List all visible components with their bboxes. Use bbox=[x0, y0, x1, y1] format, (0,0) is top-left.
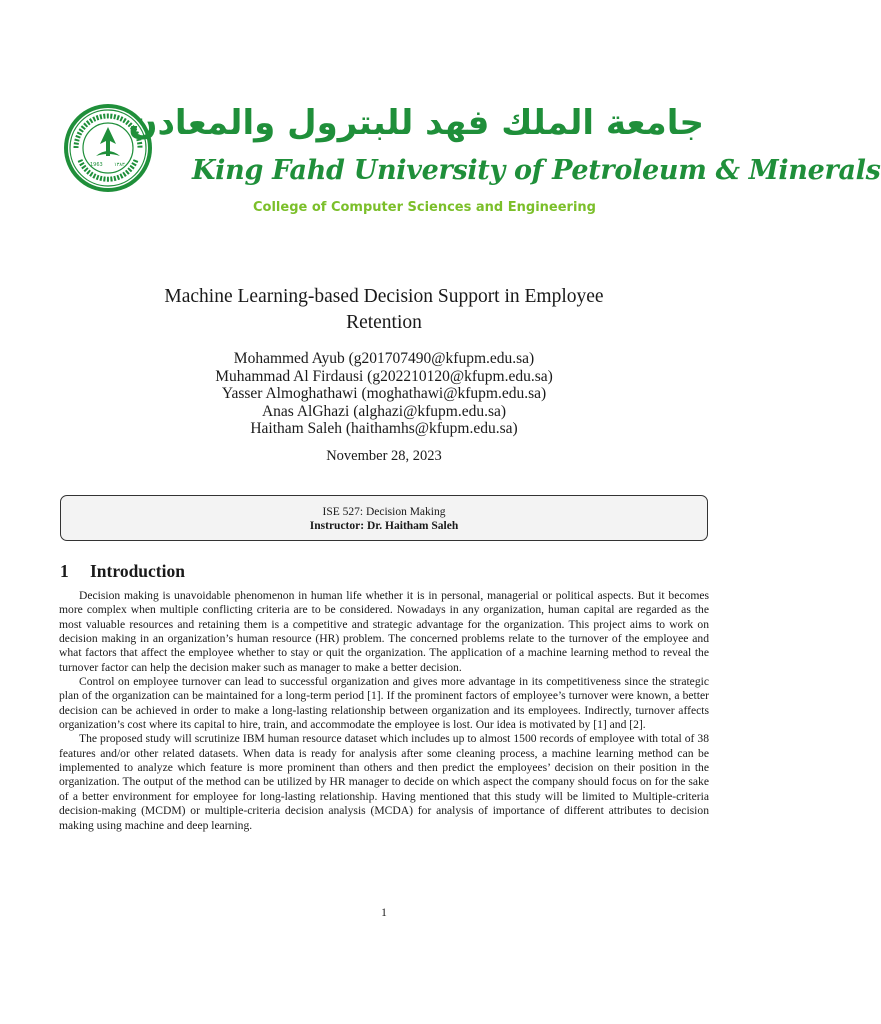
paragraph: The proposed study will scrutinize IBM human resource dataset which includes up to almost 1500 records of employee with total of 38 features and/or other related datasets. When data is ready for analysis after some cleaning process, a machine learning method can be implemented to analyze which feature is more prominent than others and then predict the employees’ decision on their position in the organization. The output of the method can be utilized by HR manager to decide on which aspect the company should focus on for the sake of a better environment for employee for long-lasting relationship. Having mentioned that this study will be limited to Multiple-criteria decision-making (MCDM) or multiple-criteria decision analysis (MCDA) for analysis of importance of different attributes to decision making using machine and deep learning. bbox=[59, 732, 709, 832]
university-name-english: King Fahd University of Petroleum & Minerals bbox=[192, 155, 881, 186]
university-name-arabic: جامعة الملك فهد للبترول والمعادن bbox=[128, 103, 704, 143]
seal-year-left: 1963 bbox=[90, 162, 103, 168]
paper-title bbox=[60, 284, 708, 336]
paper-title-line-2: Retention bbox=[346, 312, 422, 333]
author-list bbox=[60, 350, 708, 438]
instructor-name: Instructor: Dr. Haitham Saleh bbox=[309, 520, 459, 532]
author-item: Anas AlGhazi (alghazi@kfupm.edu.sa) bbox=[261, 402, 507, 420]
paper-date: November 28, 2023 bbox=[326, 448, 442, 464]
university-header bbox=[60, 100, 881, 220]
section-number: 1 bbox=[60, 561, 69, 581]
seal-year-right: ١٣٨٣ bbox=[114, 162, 125, 168]
course-info-box bbox=[60, 495, 708, 541]
paper-title-line-1: Machine Learning-based Decision Support in Employee bbox=[164, 286, 604, 307]
paragraph: Decision making is unavoidable phenomenon in human life whether it is in personal, managerial or political aspects. But it becomes more complex when multiple conflicting criteria are to be considered. Nowadays in any organization, human capital are regarded as the most valuable resources and retaining them is a competitive and strategic advantage for the organization. This project aims to work on decision making in an organization’s human resource (HR) problem. The concerned problems relate to the turnover of the employee and what factors that affect the employee whether to stay or quit the organization. The application of a machine learning method to reveal the turnover factor can help the decision maker such as manager to make a better decision. bbox=[59, 589, 709, 674]
author-item: Haitham Saleh (haithamhs@kfupm.edu.sa) bbox=[250, 420, 518, 438]
author-item: Yasser Almoghathawi (moghathawi@kfupm.edu.sa) bbox=[221, 385, 547, 403]
course-name: ISE 527: Decision Making bbox=[322, 506, 446, 518]
author-item: Mohammed Ayub (g201707490@kfupm.edu.sa) bbox=[233, 350, 535, 367]
section-title: Introduction bbox=[90, 561, 185, 581]
section-heading bbox=[60, 561, 185, 582]
paragraph: Control on employee turnover can lead to successful organization and gives more advantage in its competitiveness since the strategic plan of the organization can be maintained for a long-term period [1]. If the prominent factors of employee’s turnover were known, a better decision can be achieved in order to make a long-lasting relationship between organization and its employees. Indirectly, turnover affects organization’s cost where its capital to hire, train, and accommodate the employee is lost. Our idea is motivated by [1] and [2]. bbox=[59, 675, 709, 732]
section-body bbox=[59, 589, 709, 833]
page-number: 1 bbox=[381, 907, 387, 919]
author-item: Muhammad Al Firdausi (g202210120@kfupm.edu.sa) bbox=[215, 367, 553, 385]
college-name: College of Computer Sciences and Engineering bbox=[253, 200, 596, 215]
